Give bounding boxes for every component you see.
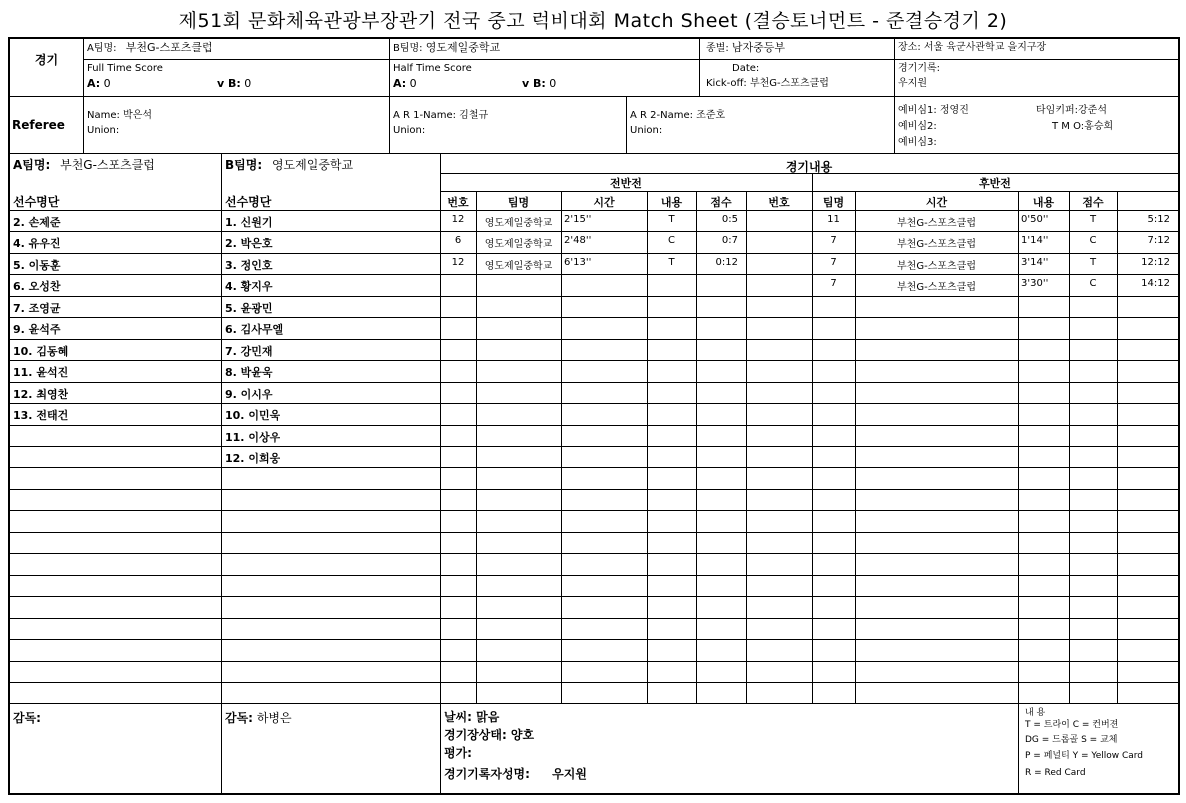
second-half-no: 11 bbox=[827, 214, 840, 225]
half-a-label: A: bbox=[393, 77, 407, 90]
tmo: T M O:홍승희 bbox=[1052, 121, 1114, 132]
first-half-label: 전반전 bbox=[610, 177, 642, 190]
roster-a-player: 10. 김동혜 bbox=[13, 344, 69, 358]
match-sheet bbox=[8, 37, 1180, 795]
ar2-name: A R 2-Name: 조준호 bbox=[630, 110, 726, 121]
first-half-time: 6'13'' bbox=[564, 256, 592, 268]
full-a-label: A: bbox=[87, 77, 101, 90]
second-half-no: 7 bbox=[830, 235, 837, 247]
coach-b-name: 하병은 bbox=[256, 711, 292, 725]
second-half-col-header: 시간 bbox=[925, 196, 948, 209]
roster-b-team-name: 영도제일중학교 bbox=[271, 158, 354, 172]
ar1-union: Union: bbox=[393, 125, 426, 136]
second-half-col-header: 점수 bbox=[1082, 196, 1104, 209]
referee-name: Name: 박은석 bbox=[87, 110, 153, 121]
roster-a-team-label: A팀명: bbox=[13, 158, 51, 172]
first-half-score: 0:5 bbox=[721, 214, 738, 225]
roster-a-player: 11. 윤석진 bbox=[13, 366, 69, 380]
legend-title: 내 용 bbox=[1025, 708, 1046, 718]
second-half-type: T bbox=[1089, 256, 1097, 268]
referee-union: Union: bbox=[87, 125, 120, 136]
second-half-team: 부천G-스포츠클럽 bbox=[897, 282, 976, 294]
legend-line-3: P = 페널티 Y = Yellow Card bbox=[1025, 751, 1144, 761]
legend-line-4: R = Red Card bbox=[1025, 768, 1086, 778]
half-b-score: 0 bbox=[549, 77, 557, 90]
roster-b-player: 7. 강민재 bbox=[225, 344, 273, 358]
timekeeper: 타임키퍼:강준석 bbox=[1036, 105, 1107, 116]
reserve-referee-1: 예비심1: 정영진 bbox=[898, 105, 969, 116]
coach-a-label: 감독: bbox=[13, 711, 41, 725]
roster-b-player: 9. 이시우 bbox=[225, 387, 273, 401]
full-b-score: 0 bbox=[244, 77, 252, 90]
roster-a-player: 9. 윤석주 bbox=[13, 323, 61, 337]
second-half-team: 부천G-스포츠클럽 bbox=[897, 260, 976, 272]
second-half-time: 3'14'' bbox=[1021, 256, 1049, 268]
half-time-label: Half Time Score bbox=[393, 63, 472, 74]
recorder-label: 경기기록: bbox=[898, 63, 941, 74]
roster-b-player: 1. 신원기 bbox=[225, 216, 273, 229]
roster-b-player: 2. 박은호 bbox=[225, 237, 273, 251]
roster-a-player: 13. 전태건 bbox=[13, 409, 69, 422]
full-time-label: Full Time Score bbox=[87, 63, 163, 74]
first-half-col-header: 시간 bbox=[593, 196, 615, 209]
referee-label: Referee bbox=[12, 118, 65, 132]
first-half-no: 12 bbox=[451, 214, 465, 225]
recorder-name: 우지원 bbox=[898, 78, 927, 89]
reserve-referee-3: 예비심3: bbox=[898, 137, 937, 148]
legend-line-2: DG = 드롭골 S = 교체 bbox=[1025, 735, 1118, 745]
second-half-type: C bbox=[1089, 278, 1097, 290]
second-half-col-header: 번호 bbox=[768, 196, 790, 209]
roster-b-player: 12. 이희웅 bbox=[225, 451, 281, 465]
roster-b-header: 선수명단 bbox=[225, 195, 272, 209]
second-half-team: 부천G-스포츠클럽 bbox=[897, 218, 976, 229]
first-half-score: 0:7 bbox=[721, 235, 738, 247]
first-half-type: T bbox=[668, 256, 675, 268]
second-half-type: T bbox=[1089, 214, 1097, 225]
second-half-type: C bbox=[1089, 235, 1097, 247]
first-half-team: 영도제일중학교 bbox=[484, 218, 553, 229]
roster-b-player: 3. 정인호 bbox=[225, 258, 273, 272]
ar1-name: A R 1-Name: 김철규 bbox=[393, 110, 489, 121]
first-half-time: 2'48'' bbox=[564, 235, 592, 247]
kickoff: Kick-off: 부천G-스포츠클럽 bbox=[706, 78, 829, 89]
roster-a-player: 7. 조영균 bbox=[13, 301, 61, 315]
page-title: 제51회 문화체육관광부장관기 전국 중고 럭비대회 Match Sheet (결승토너먼트 - 준결승경기 2) bbox=[178, 10, 1008, 32]
roster-a-header: 선수명단 bbox=[13, 195, 60, 209]
roster-b-player: 8. 박윤욱 bbox=[225, 366, 273, 380]
first-half-type: C bbox=[668, 235, 675, 247]
match-label: 경기 bbox=[34, 53, 59, 67]
venue-label: 장소: bbox=[898, 42, 921, 53]
category-value: 남자중등부 bbox=[731, 41, 786, 54]
evaluation: 평가: bbox=[444, 746, 472, 760]
second-half-time: 1'14'' bbox=[1021, 235, 1049, 247]
second-half-no: 7 bbox=[830, 256, 837, 268]
legend-line-1: T = 트라이 C = 컨버젼 bbox=[1025, 720, 1119, 730]
team-a-label: A팀명: bbox=[87, 43, 117, 54]
second-half-col-header: 팀명 bbox=[822, 196, 845, 209]
half-b-label: v B: bbox=[522, 77, 546, 90]
second-half-col-header: 내용 bbox=[1032, 196, 1055, 209]
first-half-col-header: 내용 bbox=[660, 196, 683, 209]
first-half-no: 12 bbox=[451, 256, 465, 268]
category-label: 종별: bbox=[706, 43, 729, 54]
roster-b-player: 11. 이상우 bbox=[225, 430, 281, 444]
team-a-name: 부천G-스포츠클럽 bbox=[125, 41, 213, 54]
second-half-score: 5:12 bbox=[1147, 214, 1170, 225]
team-b-name: 영도제일중학교 bbox=[425, 41, 501, 54]
first-half-score: 0:12 bbox=[715, 256, 738, 268]
first-half-type: T bbox=[668, 214, 675, 225]
roster-b-player: 6. 김사무엘 bbox=[225, 323, 284, 337]
second-half-score: 7:12 bbox=[1147, 235, 1170, 247]
half-a-score: 0 bbox=[409, 77, 417, 90]
roster-a-player: 12. 최영찬 bbox=[13, 387, 69, 401]
second-half-time: 0'50'' bbox=[1021, 214, 1049, 225]
roster-b-team-label: B팀명: bbox=[225, 158, 263, 172]
second-half-label: 후반전 bbox=[979, 177, 1011, 190]
first-half-no: 6 bbox=[454, 235, 462, 247]
first-half-time: 2'15'' bbox=[564, 214, 592, 225]
roster-b-player: 4. 황지우 bbox=[225, 280, 273, 294]
team-b-label: B팀명: bbox=[393, 43, 423, 54]
roster-a-player: 6. 오성찬 bbox=[13, 280, 61, 294]
roster-b-player: 10. 이민욱 bbox=[225, 409, 281, 422]
second-half-time: 3'30'' bbox=[1021, 278, 1049, 290]
ground-condition: 경기장상태: 양호 bbox=[444, 728, 535, 742]
first-half-team: 영도제일중학교 bbox=[484, 260, 553, 272]
second-half-score: 12:12 bbox=[1141, 256, 1170, 268]
first-half-col-header: 팀명 bbox=[507, 196, 530, 209]
roster-a-player: 4. 유우진 bbox=[13, 237, 61, 251]
recorder-sign-name: 우지원 bbox=[552, 767, 587, 781]
first-half-col-header: 점수 bbox=[710, 196, 732, 209]
date-label: Date: bbox=[732, 63, 760, 74]
coach-b-label: 감독: bbox=[225, 711, 253, 725]
full-a-score: 0 bbox=[103, 77, 111, 90]
weather: 날씨: 맑음 bbox=[444, 710, 500, 724]
venue-value: 서울 육군사관학교 을지구장 bbox=[923, 42, 1047, 53]
roster-b-player: 5. 윤광민 bbox=[225, 301, 273, 315]
second-half-score: 14:12 bbox=[1141, 278, 1170, 290]
recorder-sign-label: 경기기록자성명: bbox=[444, 767, 530, 781]
match-content-label: 경기내용 bbox=[785, 160, 833, 174]
roster-a-team-name: 부천G-스포츠클럽 bbox=[60, 158, 155, 172]
second-half-no: 7 bbox=[830, 278, 837, 290]
full-b-label: v B: bbox=[217, 77, 241, 90]
ar2-union: Union: bbox=[630, 125, 663, 136]
second-half-team: 부천G-스포츠클럽 bbox=[897, 239, 976, 251]
first-half-team: 영도제일중학교 bbox=[484, 239, 553, 251]
first-half-col-header: 번호 bbox=[447, 196, 469, 209]
roster-a-player: 2. 손제준 bbox=[13, 216, 61, 229]
reserve-referee-2: 예비심2: bbox=[898, 121, 937, 132]
roster-a-player: 5. 이동훈 bbox=[13, 258, 61, 272]
